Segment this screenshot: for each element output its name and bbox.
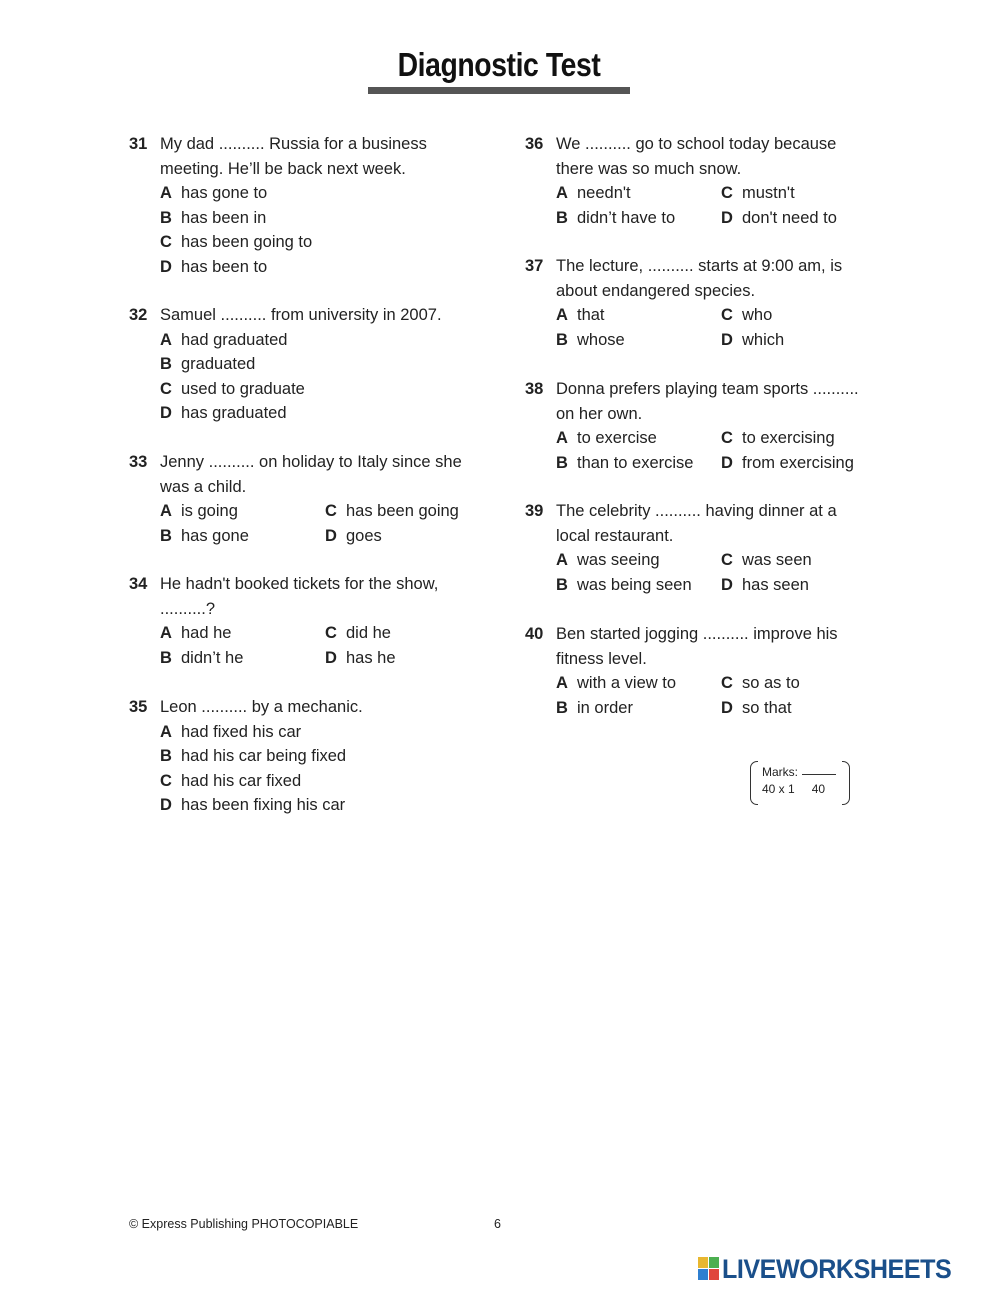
option-a[interactable]: A needn't xyxy=(556,184,631,202)
right-bracket xyxy=(842,761,850,805)
option-b[interactable]: B in order xyxy=(556,698,633,717)
marks-blank[interactable] xyxy=(802,763,836,775)
question-number: 32 xyxy=(129,306,148,324)
option-a[interactable]: A has gone to xyxy=(160,184,268,202)
option-d[interactable]: D has seen xyxy=(721,575,809,594)
option-b[interactable]: B has gone xyxy=(160,526,249,545)
marks-label: Marks: xyxy=(762,765,798,779)
option-c[interactable]: C mustn't xyxy=(721,184,795,202)
option-d[interactable]: D has graduated xyxy=(160,404,287,422)
question-stem: The lecture, .......... starts at 9:00 am, is about endangered species. xyxy=(556,257,843,300)
question-stem: Samuel .......... from university in 2007. xyxy=(160,306,442,324)
option-c[interactable]: C used to graduate xyxy=(160,379,305,398)
question-38 xyxy=(525,377,870,475)
left-bracket xyxy=(750,761,758,805)
option-c[interactable]: C to exercising xyxy=(721,429,835,447)
option-b[interactable]: B didn’t have to xyxy=(556,208,676,227)
option-c[interactable]: C was seen xyxy=(721,551,812,569)
question-40 xyxy=(525,622,870,720)
question-35 xyxy=(129,695,474,818)
question-stem: Jenny .......... on holiday to Italy since she was a child. xyxy=(160,453,462,496)
question-stem: Donna prefers playing team sports .......... on her own. xyxy=(556,380,859,423)
question-number: 33 xyxy=(129,453,148,471)
question-34 xyxy=(129,572,464,670)
option-a[interactable]: A is going xyxy=(160,502,238,520)
question-31 xyxy=(129,132,474,279)
option-b[interactable]: B was being seen xyxy=(556,575,692,594)
option-d[interactable]: D so that xyxy=(721,698,792,717)
option-c[interactable]: C so as to xyxy=(721,674,800,692)
option-c[interactable]: C has been going to xyxy=(160,233,313,251)
logo-blocks-icon xyxy=(698,1257,720,1281)
option-c[interactable]: C had his car fixed xyxy=(160,771,302,790)
option-b[interactable]: B whose xyxy=(556,330,625,349)
option-b[interactable]: B than to exercise xyxy=(556,453,694,472)
question-number: 39 xyxy=(525,502,544,520)
option-d[interactable]: D has been to xyxy=(160,257,268,276)
question-number: 38 xyxy=(525,380,544,398)
option-c[interactable]: C who xyxy=(721,306,773,324)
question-37 xyxy=(525,254,870,352)
option-a[interactable]: A with a view to xyxy=(556,674,677,692)
option-d[interactable]: D has been fixing his car xyxy=(160,796,346,814)
title-underline xyxy=(368,87,630,94)
option-d[interactable]: D has he xyxy=(325,648,396,667)
option-a[interactable]: A was seeing xyxy=(556,551,660,569)
option-a[interactable]: A that xyxy=(556,306,605,324)
copyright-text: © Express Publishing PHOTOCOPIABLE xyxy=(129,1217,359,1231)
logo-text: LIVEWORKSHEETS xyxy=(722,1254,952,1284)
question-stem: We .......... go to school today because there was so much snow. xyxy=(556,135,837,178)
marks-calc: 40 x 1 xyxy=(762,782,795,796)
option-a[interactable]: A had fixed his car xyxy=(160,722,302,741)
question-32 xyxy=(129,303,474,426)
question-stem: Ben started jogging .......... improve his fitness level. xyxy=(556,625,838,668)
option-b[interactable]: B had his car being fixed xyxy=(160,747,347,765)
option-d[interactable]: D goes xyxy=(325,526,382,545)
question-36 xyxy=(525,132,870,230)
question-number: 35 xyxy=(129,698,148,716)
option-b[interactable]: B didn’t he xyxy=(160,648,244,667)
question-stem: He hadn't booked tickets for the show, ..........? xyxy=(160,575,439,618)
option-a[interactable]: A had he xyxy=(160,624,232,642)
option-b[interactable]: B graduated xyxy=(160,355,256,373)
option-d[interactable]: D which xyxy=(721,330,785,349)
option-c[interactable]: C has been going xyxy=(325,502,459,520)
question-number: 31 xyxy=(129,135,148,153)
question-number: 34 xyxy=(129,575,148,593)
option-c[interactable]: C did he xyxy=(325,624,391,642)
question-stem: Leon .......... by a mechanic. xyxy=(160,698,363,716)
option-d[interactable]: D from exercising xyxy=(721,453,854,472)
option-a[interactable]: A to exercise xyxy=(556,429,657,447)
liveworksheets-logo xyxy=(698,1254,998,1286)
option-a[interactable]: A had graduated xyxy=(160,330,288,349)
question-number: 36 xyxy=(525,135,544,153)
option-d[interactable]: D don't need to xyxy=(721,208,837,227)
question-33 xyxy=(129,450,474,548)
page-title: Diagnostic Test xyxy=(397,46,601,83)
question-stem: The celebrity .......... having dinner at a local restaurant. xyxy=(556,502,837,545)
marks-total: 40 xyxy=(811,782,826,796)
question-stem: My dad .......... Russia for a business meeting. He’ll be back next week. xyxy=(160,135,427,178)
page-number: 6 xyxy=(494,1217,501,1231)
option-b[interactable]: B has been in xyxy=(160,208,267,227)
question-39 xyxy=(525,499,870,597)
question-number: 40 xyxy=(525,625,544,643)
question-number: 37 xyxy=(525,257,544,275)
marks-box xyxy=(750,761,850,805)
